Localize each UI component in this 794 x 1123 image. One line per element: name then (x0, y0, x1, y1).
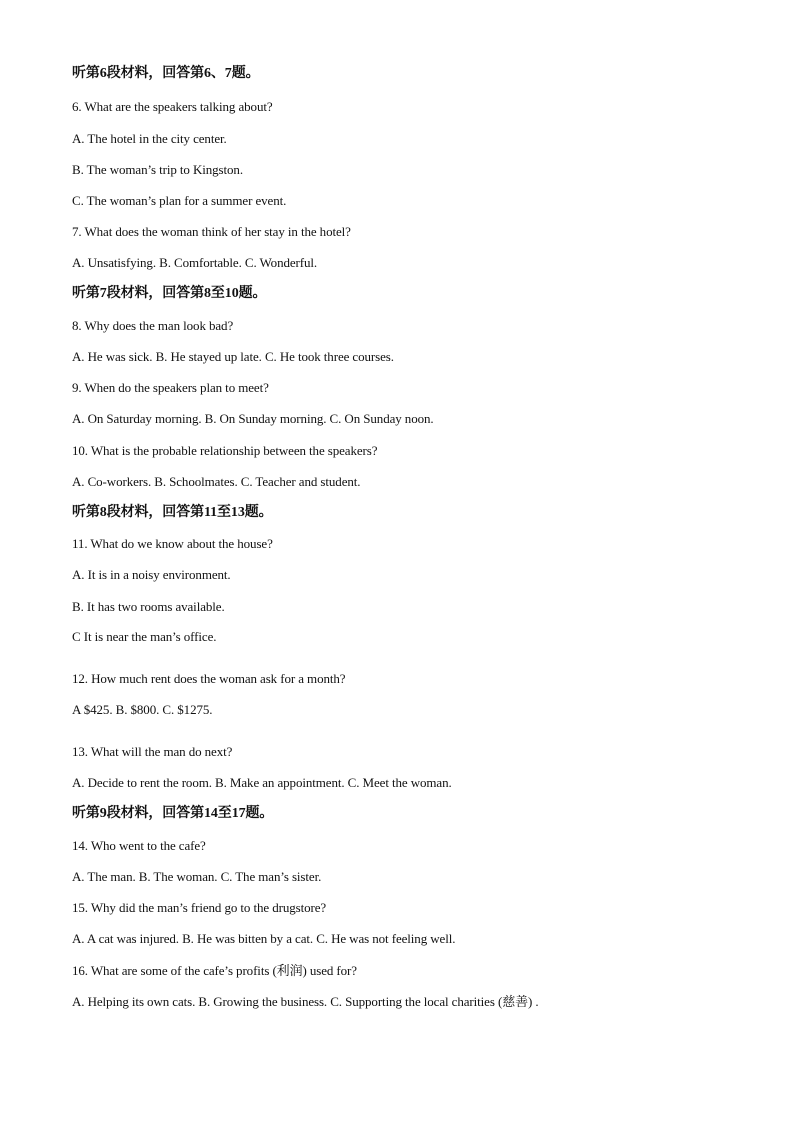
options-13: A. Decide to rent the room. B. Make an appointment. C. Meet the woman. (72, 775, 452, 790)
question-16: 16. What are some of the cafe’s profits (利润) used for? (72, 963, 357, 978)
options-14: A. The man. B. The woman. C. The man’s sister. (72, 869, 322, 884)
question-10: 10. What is the probable relationship between the speakers? (72, 443, 378, 458)
question-6: 6. What are the speakers talking about? (72, 99, 273, 114)
option-11c: C It is near the man’s office. (72, 629, 217, 644)
question-12: 12. How much rent does the woman ask for a month? (72, 671, 346, 686)
option-6b: B. The woman’s trip to Kingston. (72, 162, 243, 177)
section-heading-8: 听第8段材料，回答第11至13题。 (72, 505, 273, 520)
options-16: A. Helping its own cats. B. Growing the business. C. Supporting the local charities (慈善) . (72, 994, 539, 1009)
question-15: 15. Why did the man’s friend go to the drugstore? (72, 900, 327, 915)
option-11a: A. It is in a noisy environment. (72, 567, 231, 582)
question-11: 11. What do we know about the house? (72, 536, 273, 551)
section-heading-9: 听第9段材料，回答第14至17题。 (72, 806, 274, 821)
options-8: A. He was sick. B. He stayed up late. C. He took three courses. (72, 349, 394, 364)
option-6c: C. The woman’s plan for a summer event. (72, 193, 287, 208)
option-6a: A. The hotel in the city center. (72, 131, 227, 146)
options-7: A. Unsatisfying. B. Comfortable. C. Wonderful. (72, 255, 318, 270)
question-13: 13. What will the man do next? (72, 744, 233, 759)
option-11b: B. It has two rooms available. (72, 599, 225, 614)
question-14: 14. Who went to the cafe? (72, 838, 206, 853)
question-7: 7. What does the woman think of her stay in the hotel? (72, 224, 351, 239)
question-9: 9. When do the speakers plan to meet? (72, 380, 269, 395)
question-8: 8. Why does the man look bad? (72, 318, 234, 333)
options-10: A. Co-workers. B. Schoolmates. C. Teacher and student. (72, 474, 361, 489)
section-heading-6: 听第6段材料，回答第6、7题。 (72, 66, 260, 81)
options-9: A. On Saturday morning. B. On Sunday morning. C. On Sunday noon. (72, 411, 434, 426)
options-15: A. A cat was injured. B. He was bitten by a cat. C. He was not feeling well. (72, 931, 456, 946)
options-12: A $425. B. $800. C. $1275. (72, 702, 213, 717)
section-heading-7: 听第7段材料，回答第8至10题。 (72, 286, 267, 301)
